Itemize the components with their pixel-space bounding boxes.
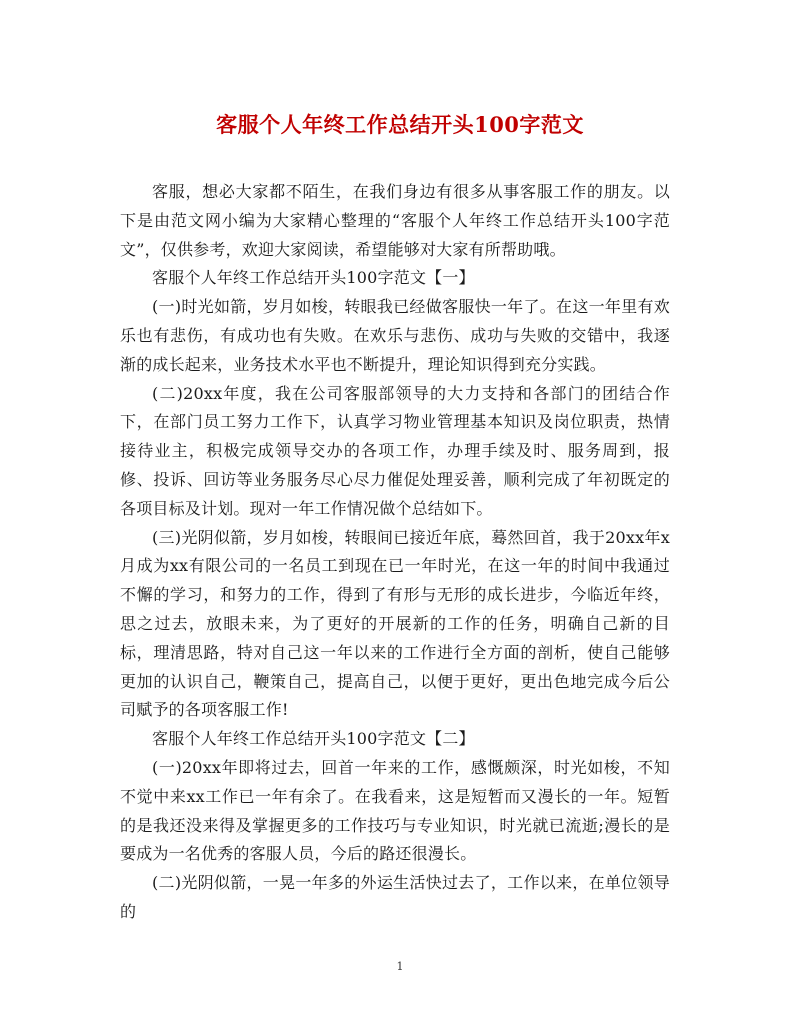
body-paragraph: (一)时光如箭，岁月如梭，转眼我已经做客服快一年了。在这一年里有欢乐也有悲伤，有成功也有失败。在欢乐与悲伤、成功与失败的交错中，我逐渐的成长起来，业务技术水平也不断提升，理论知识得到充分实践。 — [120, 297, 670, 374]
body-paragraph: (二)20xx年度，我在公司客服部领导的大力支持和各部门的团结合作下，在部门员工努力工作下，认真学习物业管理基本知识及岗位职责，热情接待业主，积极完成领导交办的各项工作，办理手续及时、服务周到，报修、投诉、回访等业务服务尽心尽力催促处理妥善，顺利完成了年初既定的各项目标及计划。现对一年工作情况做个总结如下。 — [120, 383, 670, 518]
document-body — [120, 178, 670, 927]
page-number: 1 — [396, 960, 404, 973]
body-paragraph: (二)光阴似箭，一晃一年多的外运生活快过去了，工作以来，在单位领导的 — [120, 873, 670, 921]
document-title: 客服个人年终工作总结开头100字范文 — [216, 112, 584, 137]
body-paragraph: (一)20xx年即将过去，回首一年来的工作，感慨颇深，时光如梭，不知不觉中来xx工作已一年有余了。在我看来，这是短暂而又漫长的一年。短暂的是我还没来得及掌握更多的工作技巧与专业知识，时光就已流逝;漫长的是要成为一名优秀的客服人员，今后的路还很漫长。 — [120, 757, 670, 864]
body-paragraph: (三)光阴似箭，岁月如梭，转眼间已接近年底，蓦然回首，我于20xx年x月成为xx有限公司的一名员工到现在已一年时光，在这一年的时间中我通过不懈的学习，和努力的工作，得到了有形与无形的成长进步，今临近年终，思之过去，放眼未来，为了更好的开展新的工作的任务，明确自己新的目标，理清思路，特对自己这一年以来的工作进行全方面的剖析，使自己能够更加的认识自己，鞭策自己，提高自己，以便于更好，更出色地完成今后公司赋予的各项客服工作! — [120, 527, 670, 720]
section-heading-one: 客服个人年终工作总结开头100字范文【一】 — [152, 268, 475, 288]
section-heading-two: 客服个人年终工作总结开头100字范文【二】 — [152, 729, 475, 749]
intro-paragraph: 客服，想必大家都不陌生，在我们身边有很多从事客服工作的朋友。以下是由范文网小编为大家精心整理的“客服个人年终工作总结开头100字范文”，仅供参考，欢迎大家阅读，希望能够对大家有所帮助哦。 — [120, 182, 670, 259]
